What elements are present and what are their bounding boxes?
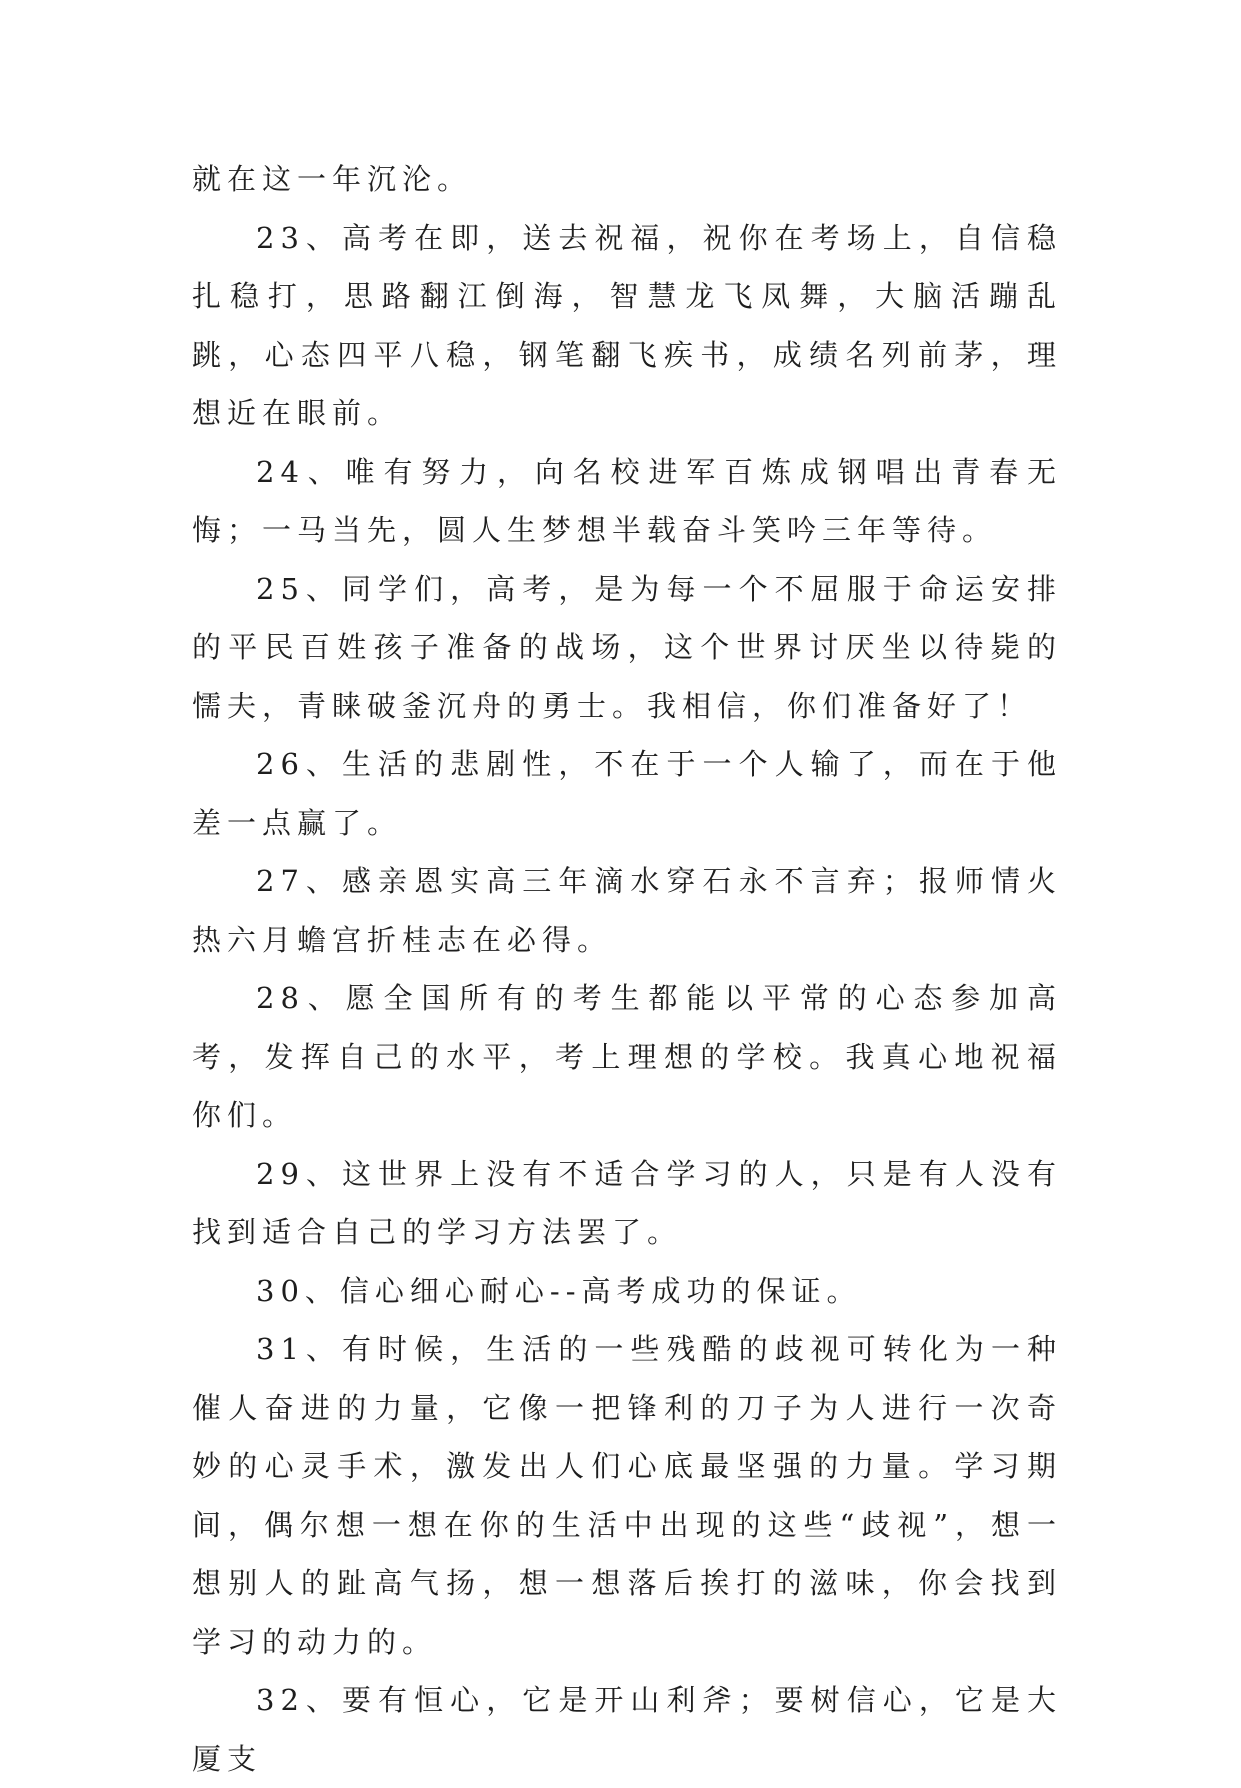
paragraph-23: 23、高考在即，送去祝福，祝你在考场上，自信稳扎稳打，思路翻江倒海，智慧龙飞凤舞，大脑活蹦乱跳，心态四平八稳，钢笔翻飞疾书，成绩名列前茅，理想近在眼前。 [192,220,1062,430]
document-page [192,150,1062,1788]
paragraph-32: 32、要有恒心，它是开山利斧；要树信心，它是大厦支 [192,1683,1062,1776]
paragraph-28: 28、愿全国所有的考生都能以平常的心态参加高考，发挥自己的水平，考上理想的学校。我真心地祝福你们。 [192,981,1062,1132]
paragraph-25: 25、同学们，高考，是为每一个不屈服于命运安排的平民百姓孩子准备的战场，这个世界讨厌坐以待毙的懦夫，青睐破釜沉舟的勇士。我相信，你们准备好了！ [192,571,1062,723]
paragraph-26: 26、生活的悲剧性，不在于一个人输了，而在于他差一点赢了。 [192,747,1062,840]
paragraph-27: 27、感亲恩实高三年滴水穿石永不言弃；报师情火热六月蟾宫折桂志在必得。 [192,864,1062,957]
paragraph-30: 30、信心细心耐心--高考成功的保证。 [256,1273,862,1308]
paragraph-24: 24、唯有努力，向名校进军百炼成钢唱出青春无悔；一马当先，圆人生梦想半载奋斗笑吟三年等待。 [192,454,1062,547]
paragraph-continuation: 就在这一年沉沦。 [192,162,473,196]
paragraph-29: 29、这世界上没有不适合学习的人，只是有人没有找到适合自己的学习方法罢了。 [192,1156,1062,1249]
paragraph-31: 31、有时候，生活的一些残酷的歧视可转化为一种催人奋进的力量，它像一把锋利的刀子为人进行一次奇妙的心灵手术，激发出人们心底最坚强的力量。学习期间，偶尔想一想在你的生活中出现的这些“歧视”，想一想别人的趾高气扬，想一想落后挨打的滋味，你会找到学习的动力的。 [192,1332,1062,1659]
